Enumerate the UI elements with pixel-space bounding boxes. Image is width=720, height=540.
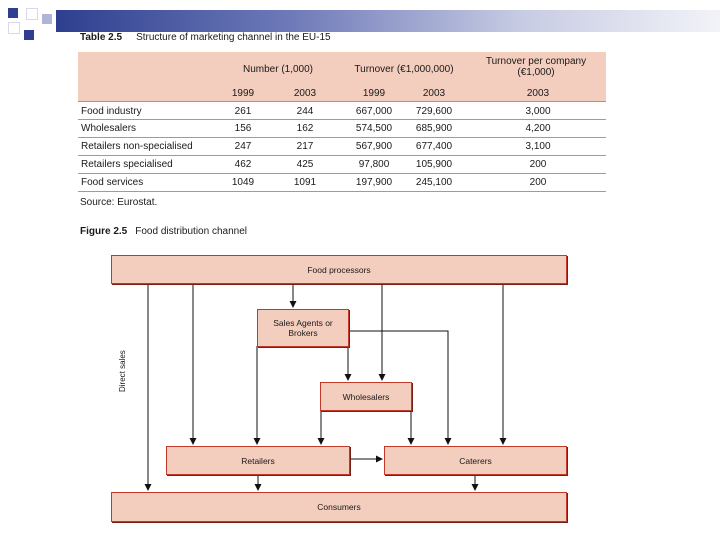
header-per-company-line1: Turnover per company <box>485 56 587 67</box>
header-turnover: Turnover (€1,000,000) <box>354 64 454 75</box>
node-wholesalers: Wholesalers <box>320 382 412 411</box>
table-cell: 677,400 <box>415 141 453 152</box>
table-source: Source: Eurostat. <box>80 197 158 208</box>
header-number: Number (1,000) <box>242 64 314 75</box>
node-consumers: Consumers <box>111 492 567 522</box>
table-cell: 97,800 <box>358 159 390 170</box>
node-sales-agents-line1: Sales Agents or <box>273 318 333 328</box>
table-cell: 1091 <box>293 177 317 188</box>
node-caterers: Caterers <box>384 446 567 475</box>
table-cell: 567,900 <box>355 141 393 152</box>
table-cell: 200 <box>529 159 547 170</box>
table-cell: 245,100 <box>415 177 453 188</box>
table-cell: 261 <box>234 106 252 117</box>
table-cell: 4,200 <box>525 123 551 134</box>
node-food-processors: Food processors <box>111 255 567 284</box>
row-label: Retailers specialised <box>81 159 173 170</box>
node-sales-agents <box>257 309 349 347</box>
table-cell: 1049 <box>231 177 255 188</box>
table-cell: 200 <box>529 177 547 188</box>
row-label: Retailers non-specialised <box>81 141 193 152</box>
year-1999-turnover: 1999 <box>362 88 386 99</box>
table-cell: 247 <box>234 141 252 152</box>
row-label: Wholesalers <box>81 123 137 134</box>
table-cell: 3,000 <box>525 106 551 117</box>
node-retailers: Retailers <box>166 446 350 475</box>
figure-number: Figure 2.5 <box>80 226 128 237</box>
table-cell: 217 <box>296 141 314 152</box>
table-title: Structure of marketing channel in the EU-15 <box>136 32 331 43</box>
table-cell: 105,900 <box>415 159 453 170</box>
table-cell: 462 <box>234 159 252 170</box>
figure-title: Food distribution channel <box>135 226 247 237</box>
table-cell: 667,000 <box>355 106 393 117</box>
row-label: Food services <box>81 177 144 188</box>
year-2003-turnover: 2003 <box>422 88 446 99</box>
header-per-company-line2: (€1,000) <box>517 67 555 78</box>
table-cell: 729,600 <box>415 106 453 117</box>
table-cell: 425 <box>296 159 314 170</box>
direct-sales-label: Direct sales <box>118 350 127 392</box>
table-cell: 3,100 <box>525 141 551 152</box>
table-cell: 197,900 <box>355 177 393 188</box>
year-2003-per-company: 2003 <box>526 88 550 99</box>
year-1999-number: 1999 <box>231 88 255 99</box>
year-2003-number: 2003 <box>293 88 317 99</box>
table-cell: 685,900 <box>415 123 453 134</box>
row-label: Food industry <box>81 106 142 117</box>
table-cell: 244 <box>296 106 314 117</box>
table-number: Table 2.5 <box>80 32 123 43</box>
table-cell: 156 <box>234 123 252 134</box>
table-cell: 162 <box>296 123 314 134</box>
table-cell: 574,500 <box>355 123 393 134</box>
node-sales-agents-line2: Brokers <box>288 328 318 338</box>
